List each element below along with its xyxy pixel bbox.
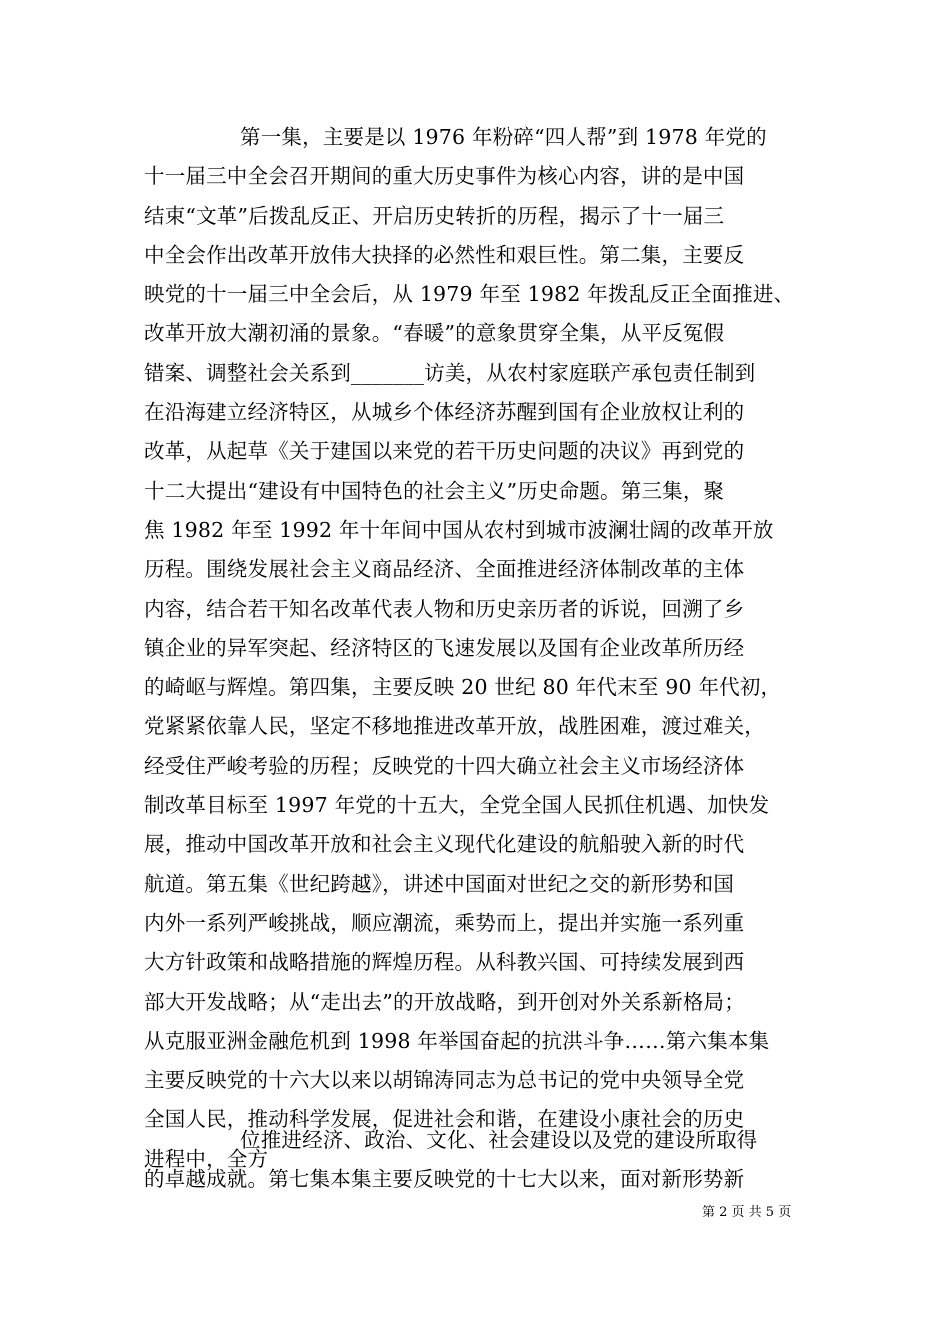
text-line: 十一届三中全会召开期间的重大历史事件为核心内容，讲的是中国 — [144, 164, 745, 189]
text-line: 经受住严峻考验的历程；反映党的十四大确立社会主义市场经济体 — [144, 753, 745, 778]
text-line: 结束“文革”后拨乱反正、开启历史转折的历程，揭示了十一届三 — [144, 203, 725, 228]
text-line: 部大开发战略；从“走出去”的开放战略，到开创对外关系新格局； — [144, 989, 745, 1014]
text-line: 从克服亚洲金融危机到 1998 年举国奋起的抗洪斗争……第六集本集 — [144, 1028, 770, 1053]
text-line: 错案、调整社会关系到_______访美，从农村家庭联产承包责任制到 — [144, 360, 756, 385]
text-line: 展，推动中国改革开放和社会主义现代化建设的航船驶入新的时代 — [144, 832, 745, 857]
text-line: 大方针政策和战略措施的辉煌历程。从科教兴国、可持续发展到西 — [144, 950, 745, 975]
body-paragraph — [144, 118, 806, 1179]
text-line: 改革，从起草《关于建国以来党的若干历史问题的决议》再到党的 — [144, 439, 745, 464]
text-line: 航道。第五集《世纪跨越》，讲述中国面对世纪之交的新形势和国 — [144, 871, 735, 896]
text-line: 的崎岖与辉煌。第四集，主要反映 20 世纪 80 年代末至 90 年代初， — [144, 675, 782, 700]
text-line: 镇企业的异军突起、经济特区的飞速发展以及国有企业改革所历经 — [144, 635, 745, 660]
text-line: 历程。围绕发展社会主义商品经济、全面推进经济体制改革的主体 — [144, 557, 745, 582]
page-number-footer: 第 2 页 共 5 页 — [702, 1205, 792, 1220]
text-line: 焦 1982 年至 1992 年十年间中国从农村到城市波澜壮阔的改革开放 — [144, 517, 774, 542]
text-line: 十二大提出“建设有中国特色的社会主义”历史命题。第三集，聚 — [144, 478, 725, 503]
text-line: 的卓越成就。第七集本集主要反映党的十七大以来，面对新形势新 — [144, 1167, 745, 1192]
text-line: 进程中，全方 — [144, 1146, 269, 1171]
body-paragraph — [144, 1121, 806, 1200]
text-line: 主要反映党的十六大以来以胡锦涛同志为总书记的党中央领导全党 — [144, 1068, 745, 1093]
text-line: 全国人民，推动科学发展，促进社会和谐，在建设小康社会的历史 — [144, 1107, 745, 1132]
text-line: 改革开放大潮初涌的景象。“春暖”的意象贯穿全集，从平反冤假 — [144, 321, 725, 346]
text-line: 映党的十一届三中全会后，从 1979 年至 1982 年拨乱反正全面推进、 — [144, 282, 795, 307]
text-line: 第一集，主要是以 1976 年粉碎“四人帮”到 1978 年党的 — [240, 125, 767, 149]
text-line: 制改革目标至 1997 年党的十五大，全党全国人民抓住机遇、加快发 — [144, 793, 770, 818]
text-line: 中全会作出改革开放伟大抉择的必然性和艰巨性。第二集，主要反 — [144, 242, 745, 267]
text-line: 内外一系列严峻挑战，顺应潮流，乘势而上，提出并实施一系列重 — [144, 910, 745, 935]
text-line: 在沿海建立经济特区，从城乡个体经济苏醒到国有企业放权让利的 — [144, 400, 745, 425]
text-line: 位推进经济、政治、文化、社会建设以及党的建设所取得 — [240, 1128, 758, 1152]
text-line: 党紧紧依靠人民，坚定不移地推进改革开放，战胜困难，渡过难关， — [144, 714, 765, 739]
text-line: 内容，结合若干知名改革代表人物和历史亲历者的诉说，回溯了乡 — [144, 596, 745, 621]
